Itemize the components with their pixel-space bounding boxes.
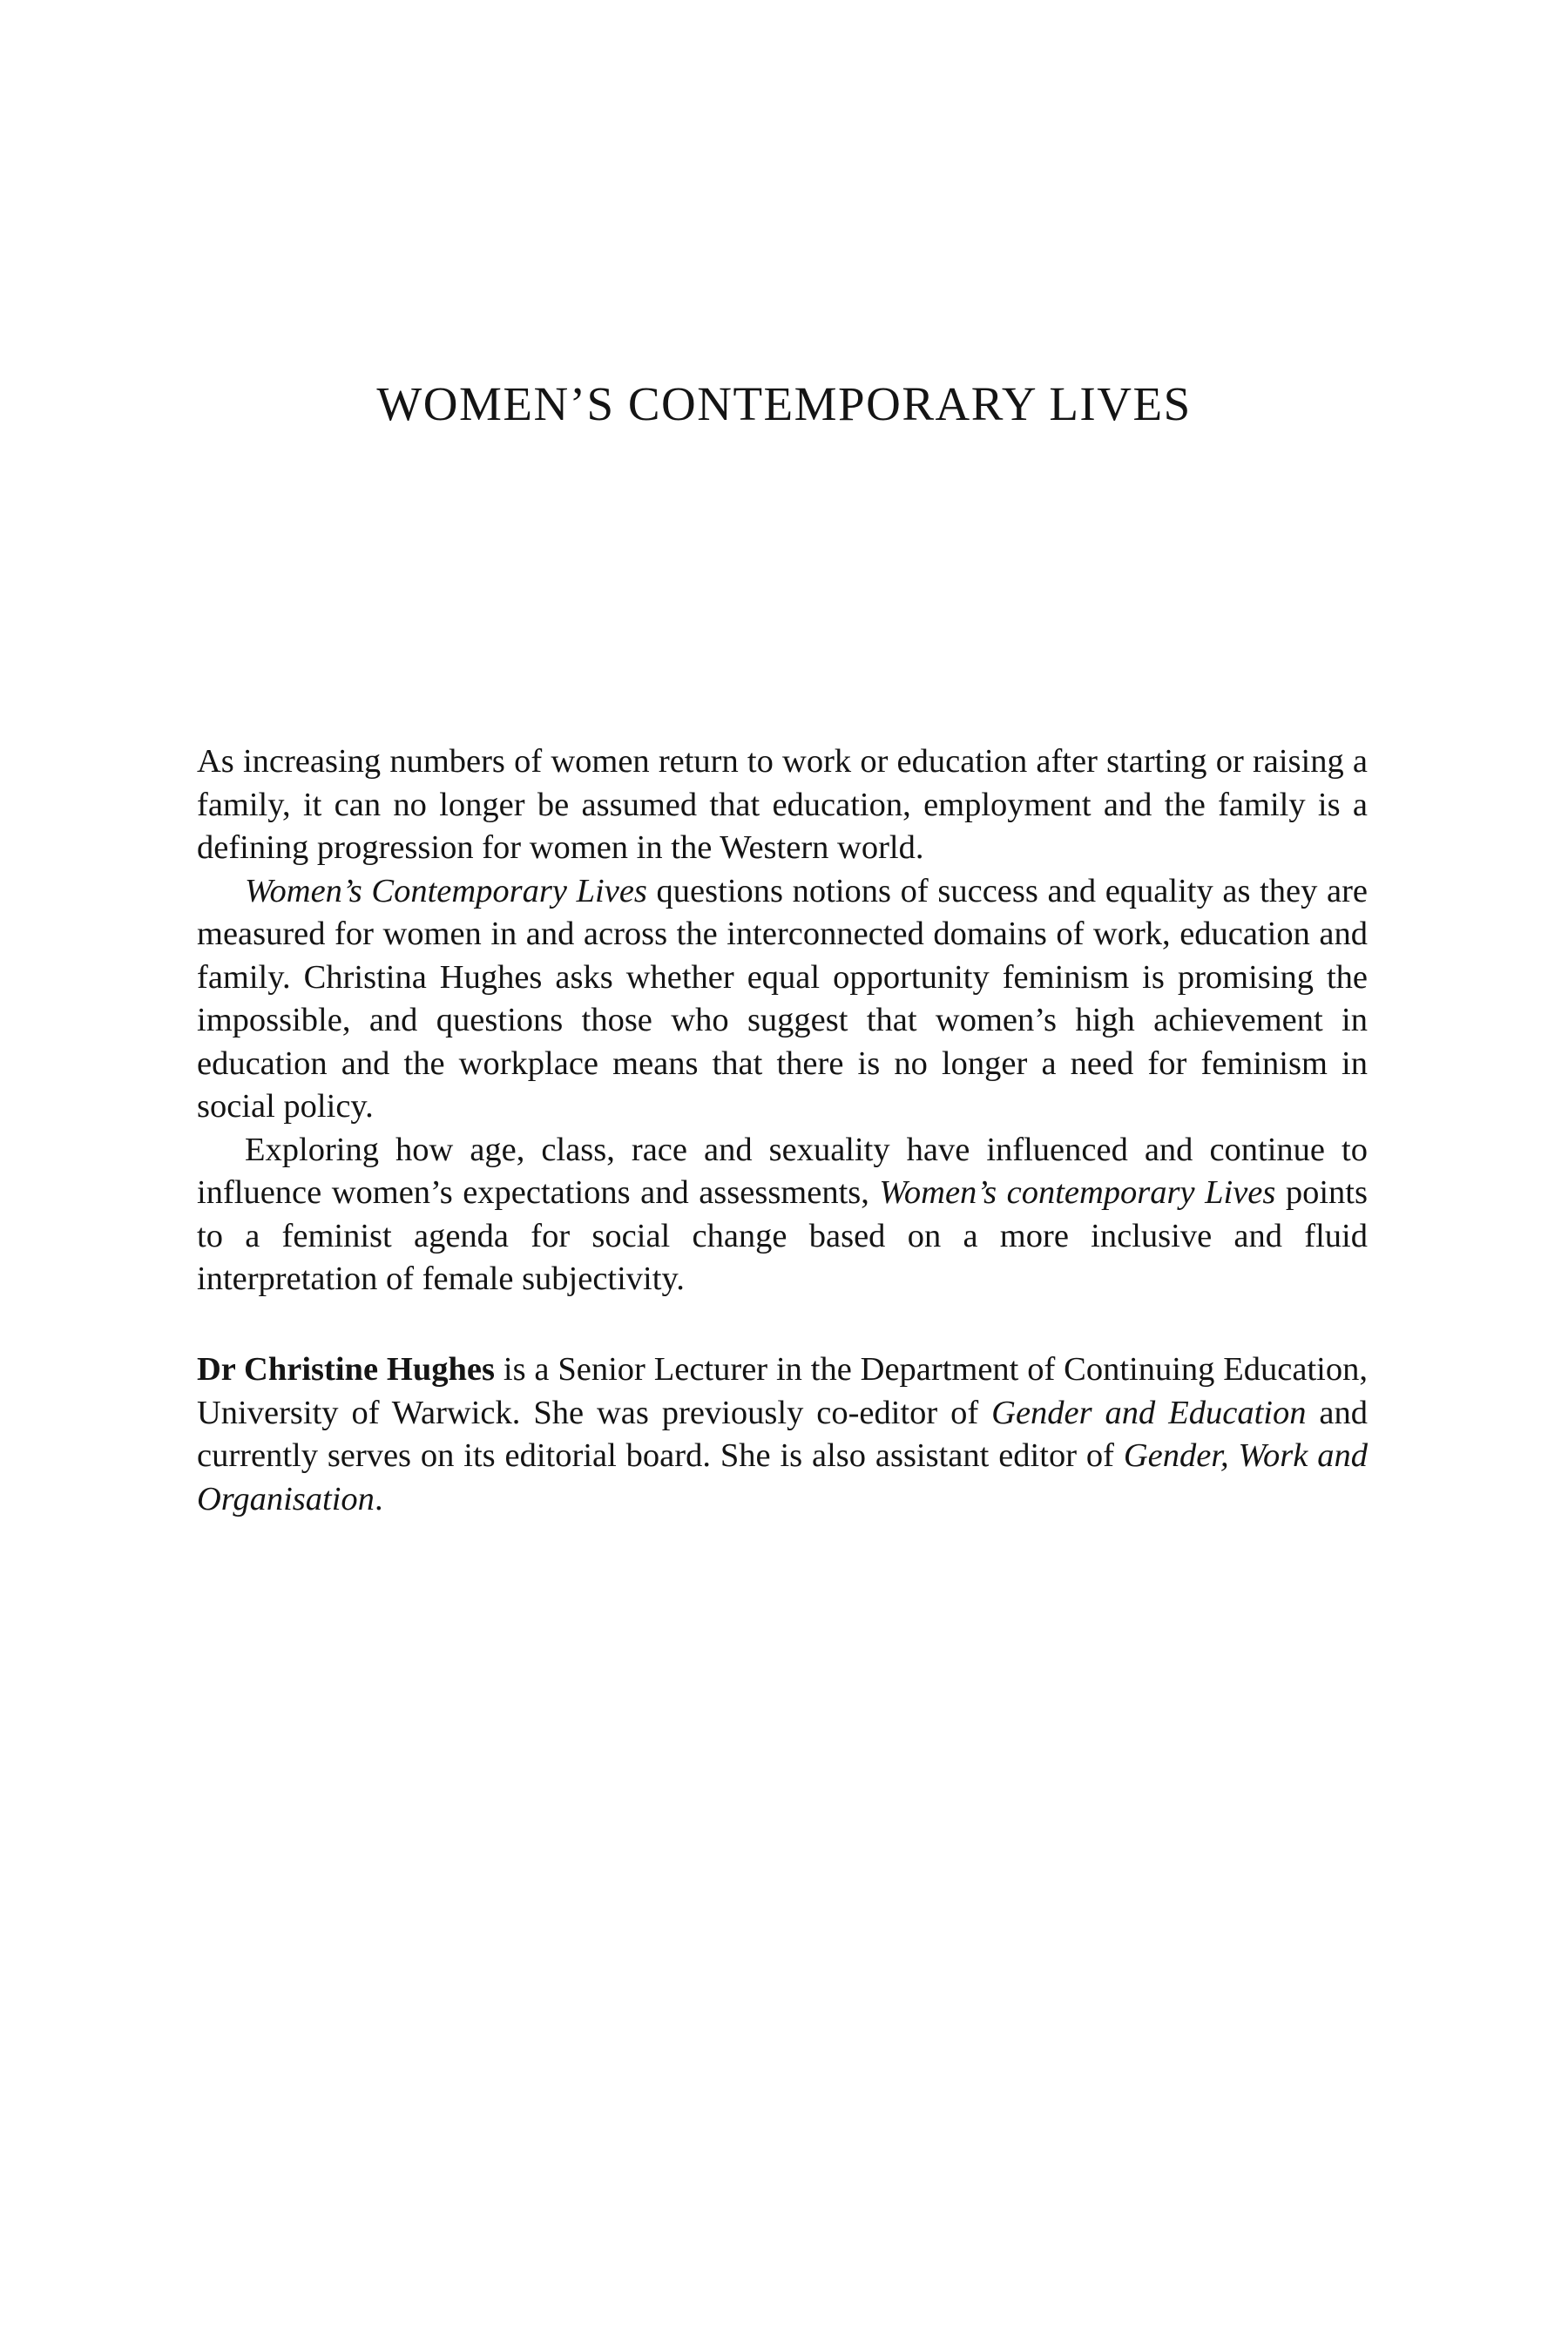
blurb-paragraph-2: [197, 870, 1368, 1129]
page-title: WOMEN’S CONTEMPORARY LIVES: [376, 377, 1192, 430]
blurb-paragraph-2-text: questions notions of success and equality as they are measured for women in and across the interconnected domains of work, education and family. Christina Hughes asks whether equal opportunity feminism is promising the impossible, and questions those who suggest that women’s high achievement in education and the workplace means that there is no longer a need for feminism in social policy.: [197, 872, 1369, 1125]
blurb-paragraph-3-end: points to a feminist agenda for social change based on a more inclusive and fluid interpretation of female subjectivity.: [197, 1174, 1368, 1297]
book-title-italic: Women’s Contemporary Lives: [245, 872, 647, 909]
journal-title-2: Gender, Work and Organisation: [197, 1437, 1368, 1517]
author-bio-text-3: .: [374, 1480, 383, 1517]
book-title-italic-2: Women’s contemporary Lives: [879, 1174, 1276, 1211]
blurb-paragraph-1: As increasing numbers of women return to work or education after starting or raising a family, it can no longer be assumed that education, employment and the family is a defining progression for women in the Western world.: [197, 743, 1368, 866]
blurb-paragraph-3-start: Exploring how age, class, race and sexuality have influenced and continue to influence women’s expectations and assessments,: [197, 1131, 1368, 1211]
author-bio: [197, 1348, 1368, 1521]
journal-title-1: Gender and Education: [991, 1394, 1307, 1431]
author-name: Dr Christine Hughes: [197, 1351, 496, 1388]
author-bio-text-1: is a Senior Lecturer in the Department of Continuing Education, University of Warwick. She was previously co-editor of: [197, 1351, 1368, 1431]
blurb-section: [197, 740, 1368, 1301]
author-bio-text-2: and currently serves on its editorial board. She is also assistant editor of: [197, 1394, 1369, 1474]
blurb-paragraph-3: [197, 1129, 1368, 1301]
